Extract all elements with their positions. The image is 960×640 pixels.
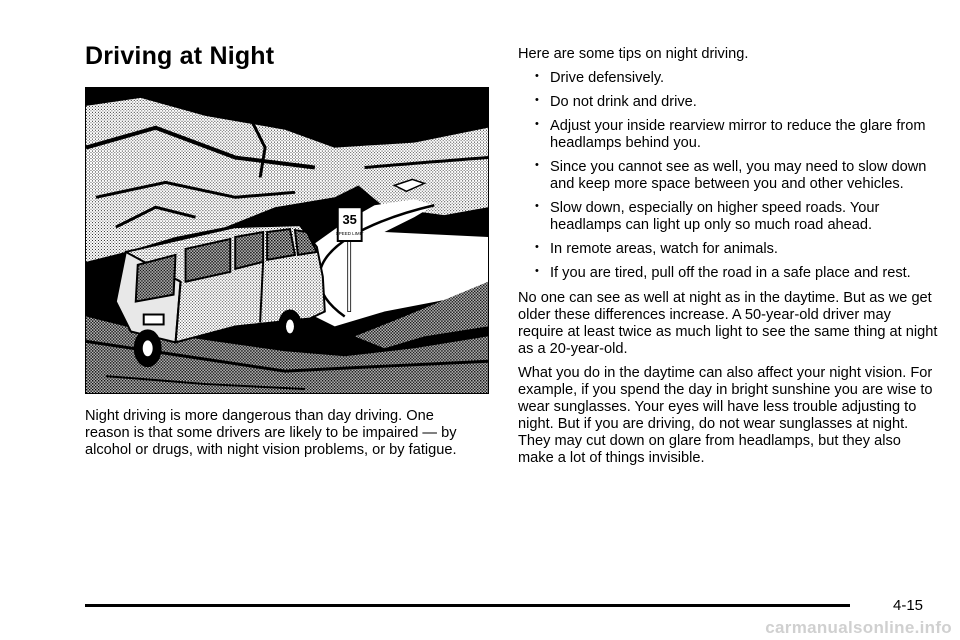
bullet-icon: • <box>535 265 539 277</box>
bullet-icon: • <box>535 94 539 106</box>
tip-text: Do not drink and drive. <box>550 94 697 110</box>
sign-number: 35 <box>342 212 357 228</box>
page-number: 4-15 <box>893 597 924 614</box>
tip-text: Since you cannot see as well, you may need to slow down and keep more space between you and other vehicles. <box>550 159 927 192</box>
tip-item <box>518 265 938 282</box>
tips-column <box>518 46 938 474</box>
intro-paragraph: Night driving is more dangerous than day driving. One reason is that some drivers are likely to be impaired — by alcohol or drugs, with night vision problems, or by fatigue. <box>85 408 457 458</box>
tip-item <box>518 159 938 193</box>
tip-item <box>518 70 938 87</box>
tips-list <box>518 70 938 282</box>
night-driving-illustration <box>85 87 489 394</box>
bullet-icon: • <box>535 118 539 130</box>
sign-text: SPEED LIMIT <box>335 231 364 237</box>
bullet-icon: • <box>535 241 539 253</box>
tip-item <box>518 94 938 111</box>
tip-text: Adjust your inside rearview mirror to reduce the glare from headlamps behind you. <box>550 118 926 151</box>
bullet-icon: • <box>535 70 539 82</box>
bullet-icon: • <box>535 200 539 212</box>
tip-item <box>518 118 938 152</box>
age-paragraph: No one can see as well at night as in the daytime. But as we get older these differences increase. A 50-year-old driver may require at least twice as much light to see the same thing at night as a 20-year-old. <box>518 290 938 357</box>
page-title: Driving at Night <box>85 42 275 70</box>
tip-item <box>518 241 938 258</box>
tip-text: Drive defensively. <box>550 70 665 86</box>
daytime-paragraph: What you do in the daytime can also affect your night vision. For example, if you spend the day in bright sunshine you are wise to wear sunglasses. Your eyes will have less trouble adjusting to night. But if you are driving, do not wear sunglasses at night. They may cut down on glare from headlamps, but they also make a lot of things invisible. <box>518 365 933 466</box>
bullet-icon: • <box>535 159 539 171</box>
tip-item <box>518 200 938 234</box>
footer-rule <box>85 604 850 607</box>
tip-text: If you are tired, pull off the road in a safe place and rest. <box>550 265 911 281</box>
tips-intro: Here are some tips on night driving. <box>518 46 749 62</box>
watermark: carmanualsonline.info <box>765 618 952 637</box>
tip-text: In remote areas, watch for animals. <box>550 241 778 257</box>
tip-text: Slow down, especially on higher speed roads. Your headlamps can light up only so much road ahead. <box>550 200 880 233</box>
